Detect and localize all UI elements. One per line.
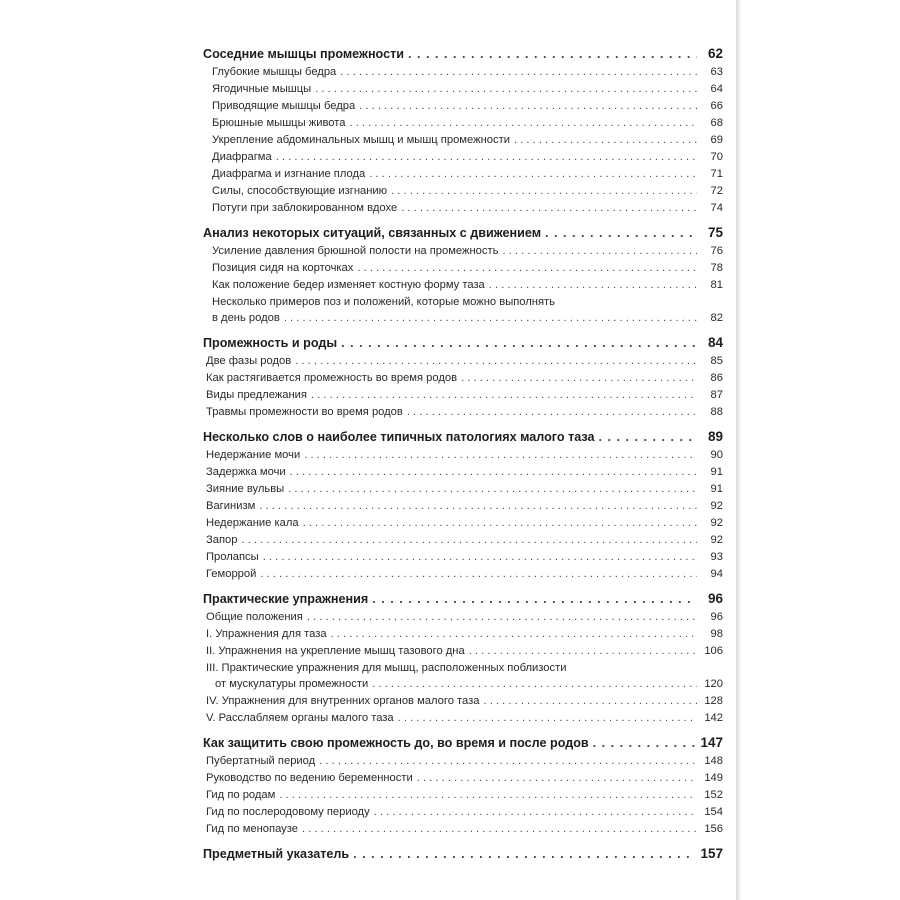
entry-page-number: 120 xyxy=(704,678,723,690)
entry-title: Потуги при заблокированном вдохе xyxy=(212,202,398,214)
entry-title: Задержка мочи xyxy=(206,466,286,478)
dot-leader xyxy=(369,166,697,183)
entry-title-continued: в день родов xyxy=(212,312,280,324)
entry-title-continued: от мускулатуры промежности xyxy=(215,678,369,690)
entry-title: Несколько примеров поз и положений, которые можно выполнять xyxy=(212,296,555,308)
table-of-contents xyxy=(203,44,723,864)
page-edge-shadow xyxy=(736,0,742,900)
entry-page-number: 92 xyxy=(710,500,723,512)
entry-page-number: 69 xyxy=(710,134,723,146)
entry-page-number: 86 xyxy=(710,372,723,384)
toc-section xyxy=(203,844,723,864)
dot-leader xyxy=(407,404,697,421)
entry-page-number: 85 xyxy=(710,355,723,367)
entry-title: Недержание кала xyxy=(206,517,299,529)
section-title: Соседние мышцы промежности xyxy=(203,47,404,61)
dot-leader xyxy=(331,626,697,643)
entry-page-number: 92 xyxy=(710,534,723,546)
toc-entry[interactable] xyxy=(203,370,723,387)
dot-leader xyxy=(514,132,697,149)
entry-page-number: 81 xyxy=(710,279,723,291)
entry-title: III. Практические упражнения для мышц, расположенных поблизости xyxy=(206,662,567,674)
entry-page-number: 98 xyxy=(710,628,723,640)
entry-page-number: 128 xyxy=(704,695,723,707)
toc-entry[interactable] xyxy=(203,132,723,149)
toc-entry[interactable] xyxy=(203,447,723,464)
toc-section xyxy=(203,733,723,838)
dot-leader xyxy=(290,464,697,481)
entry-title: I. Упражнения для таза xyxy=(206,628,327,640)
dot-leader xyxy=(391,183,697,200)
dot-leader xyxy=(489,277,697,294)
toc-entry[interactable] xyxy=(203,609,723,626)
dot-leader xyxy=(302,821,697,838)
toc-entry[interactable] xyxy=(203,549,723,566)
entry-title: Диафрагма и изгнание плода xyxy=(212,168,366,180)
dot-leader xyxy=(359,98,697,115)
dot-leader xyxy=(398,710,697,727)
dot-leader xyxy=(401,200,697,217)
entry-title: Две фазы родов xyxy=(206,355,292,367)
toc-entry[interactable] xyxy=(203,693,723,710)
entry-page-number: 142 xyxy=(704,712,723,724)
toc-entry[interactable] xyxy=(203,710,723,727)
section-page-number: 157 xyxy=(700,846,723,861)
entry-page-number: 82 xyxy=(710,312,723,324)
dot-leader xyxy=(372,589,697,609)
toc-section-heading[interactable] xyxy=(203,333,723,353)
entry-title: Ягодичные мышцы xyxy=(212,83,312,95)
dot-leader xyxy=(259,498,697,515)
dot-leader xyxy=(340,64,697,81)
entry-page-number: 152 xyxy=(704,789,723,801)
section-page-number: 62 xyxy=(707,46,723,61)
toc-entry[interactable] xyxy=(203,515,723,532)
dot-leader xyxy=(304,447,697,464)
section-page-number: 96 xyxy=(707,591,723,606)
dot-leader xyxy=(593,733,697,753)
dot-leader xyxy=(461,370,697,387)
entry-page-number: 154 xyxy=(704,806,723,818)
dot-leader xyxy=(469,643,697,660)
dot-leader xyxy=(263,549,697,566)
toc-section xyxy=(203,427,723,583)
toc-entry[interactable] xyxy=(203,804,723,821)
toc-entry[interactable] xyxy=(203,770,723,787)
toc-section-heading[interactable] xyxy=(203,844,723,864)
entry-title: Диафрагма xyxy=(212,151,272,163)
dot-leader xyxy=(295,353,697,370)
entry-title: Брюшные мышцы живота xyxy=(212,117,346,129)
dot-leader xyxy=(284,310,697,327)
dot-leader xyxy=(241,532,697,549)
dot-leader xyxy=(279,787,697,804)
toc-section-heading[interactable] xyxy=(203,223,723,243)
entry-title: Гид по родам xyxy=(206,789,276,801)
entry-page-number: 87 xyxy=(710,389,723,401)
dot-leader xyxy=(350,115,698,132)
entry-page-number: 74 xyxy=(710,202,723,214)
entry-page-number: 149 xyxy=(704,772,723,784)
entry-page-number: 92 xyxy=(710,517,723,529)
entry-title: Пролапсы xyxy=(206,551,259,563)
toc-entry-line[interactable] xyxy=(203,660,723,676)
entry-title: Недержание мочи xyxy=(206,449,301,461)
dot-leader xyxy=(502,243,697,260)
dot-leader xyxy=(311,387,697,404)
entry-page-number: 91 xyxy=(710,466,723,478)
entry-page-number: 64 xyxy=(710,83,723,95)
toc-entry[interactable] xyxy=(203,98,723,115)
section-page-number: 147 xyxy=(700,735,723,750)
dot-leader xyxy=(276,149,697,166)
entry-title: Геморрой xyxy=(206,568,257,580)
dot-leader xyxy=(545,223,697,243)
toc-entry[interactable] xyxy=(203,676,723,693)
entry-title: V. Расслабляем органы малого таза xyxy=(206,712,394,724)
dot-leader xyxy=(303,515,697,532)
toc-entry[interactable] xyxy=(203,81,723,98)
section-title: Несколько слов о наиболее типичных патологиях малого таза xyxy=(203,430,595,444)
toc-entry[interactable] xyxy=(203,821,723,838)
entry-page-number: 106 xyxy=(704,645,723,657)
entry-title: Вагинизм xyxy=(206,500,256,512)
toc-entry[interactable] xyxy=(203,387,723,404)
entry-title: Пубертатный период xyxy=(206,755,316,767)
entry-page-number: 72 xyxy=(710,185,723,197)
toc-entry[interactable] xyxy=(203,787,723,804)
toc-entry[interactable] xyxy=(203,183,723,200)
entry-page-number: 76 xyxy=(710,245,723,257)
toc-entry[interactable] xyxy=(203,353,723,370)
entry-title: II. Упражнения на укрепление мышц тазового дна xyxy=(206,645,465,657)
toc-section xyxy=(203,223,723,327)
entry-page-number: 96 xyxy=(710,611,723,623)
dot-leader xyxy=(288,481,697,498)
toc-section xyxy=(203,44,723,217)
dot-leader xyxy=(307,609,697,626)
dot-leader xyxy=(315,81,697,98)
toc-entry[interactable] xyxy=(203,115,723,132)
entry-title: Силы, способствующие изгнанию xyxy=(212,185,388,197)
entry-page-number: 156 xyxy=(704,823,723,835)
dot-leader xyxy=(341,333,697,353)
dot-leader xyxy=(484,693,697,710)
toc-entry[interactable] xyxy=(203,260,723,277)
section-page-number: 75 xyxy=(707,225,723,240)
section-title: Анализ некоторых ситуаций, связанных с движением xyxy=(203,226,542,240)
dot-leader xyxy=(417,770,697,787)
toc-entry[interactable] xyxy=(203,149,723,166)
entry-title: Как положение бедер изменяет костную форму таза xyxy=(212,279,485,291)
toc-entry[interactable] xyxy=(203,643,723,660)
toc-section-heading[interactable] xyxy=(203,427,723,447)
toc-section-heading[interactable] xyxy=(203,733,723,753)
toc-entry[interactable] xyxy=(203,481,723,498)
section-page-number: 84 xyxy=(707,335,723,350)
dot-leader xyxy=(319,753,697,770)
toc-entry[interactable] xyxy=(203,166,723,183)
entry-page-number: 68 xyxy=(710,117,723,129)
dot-leader xyxy=(408,44,697,64)
entry-title: Укрепление абдоминальных мышц и мышц промежности xyxy=(212,134,510,146)
entry-title: Запор xyxy=(206,534,238,546)
entry-page-number: 70 xyxy=(710,151,723,163)
entry-title: Общие положения xyxy=(206,611,303,623)
dot-leader xyxy=(353,844,696,864)
entry-title: Глубокие мышцы бедра xyxy=(212,66,337,78)
entry-title: IV. Упражнения для внутренних органов малого таза xyxy=(206,695,480,707)
entry-page-number: 88 xyxy=(710,406,723,418)
toc-entry[interactable] xyxy=(203,464,723,481)
entry-title: Руководство по ведению беременности xyxy=(206,772,413,784)
entry-title: Травмы промежности во время родов xyxy=(206,406,403,418)
toc-entry-line[interactable] xyxy=(203,294,723,310)
section-title: Как защитить свою промежность до, во время и после родов xyxy=(203,736,589,750)
dot-leader xyxy=(372,676,697,693)
entry-page-number: 91 xyxy=(710,483,723,495)
section-title: Предметный указатель xyxy=(203,847,350,861)
entry-page-number: 94 xyxy=(710,568,723,580)
entry-title: Гид по менопаузе xyxy=(206,823,298,835)
toc-entry[interactable] xyxy=(203,404,723,421)
toc-section-heading[interactable] xyxy=(203,44,723,64)
entry-page-number: 90 xyxy=(710,449,723,461)
toc-section xyxy=(203,333,723,421)
toc-entry[interactable] xyxy=(203,498,723,515)
entry-page-number: 66 xyxy=(710,100,723,112)
section-page-number: 89 xyxy=(707,429,723,444)
entry-page-number: 148 xyxy=(704,755,723,767)
section-title: Практические упражнения xyxy=(203,592,369,606)
entry-title: Виды предлежания xyxy=(206,389,307,401)
toc-entry[interactable] xyxy=(203,64,723,81)
dot-leader xyxy=(260,566,697,583)
toc-entry[interactable] xyxy=(203,532,723,549)
entry-title: Как растягивается промежность во время родов xyxy=(206,372,458,384)
dot-leader xyxy=(599,427,697,447)
entry-title: Зияние вульвы xyxy=(206,483,285,495)
entry-title: Приводящие мышцы бедра xyxy=(212,100,356,112)
entry-page-number: 93 xyxy=(710,551,723,563)
section-title: Промежность и роды xyxy=(203,336,338,350)
toc-entry[interactable] xyxy=(203,243,723,260)
entry-title: Усиление давления брюшной полости на промежность xyxy=(212,245,499,257)
toc-entry[interactable] xyxy=(203,277,723,294)
toc-section-heading[interactable] xyxy=(203,589,723,609)
toc-entry[interactable] xyxy=(203,310,723,327)
toc-entry[interactable] xyxy=(203,626,723,643)
dot-leader xyxy=(357,260,697,277)
toc-entry[interactable] xyxy=(203,566,723,583)
entry-page-number: 71 xyxy=(710,168,723,180)
entry-page-number: 63 xyxy=(710,66,723,78)
entry-page-number: 78 xyxy=(710,262,723,274)
dot-leader xyxy=(374,804,697,821)
entry-title: Позиция сидя на корточках xyxy=(212,262,354,274)
toc-entry[interactable] xyxy=(203,753,723,770)
toc-section xyxy=(203,589,723,727)
entry-title: Гид по послеродовому периоду xyxy=(206,806,370,818)
toc-entry[interactable] xyxy=(203,200,723,217)
